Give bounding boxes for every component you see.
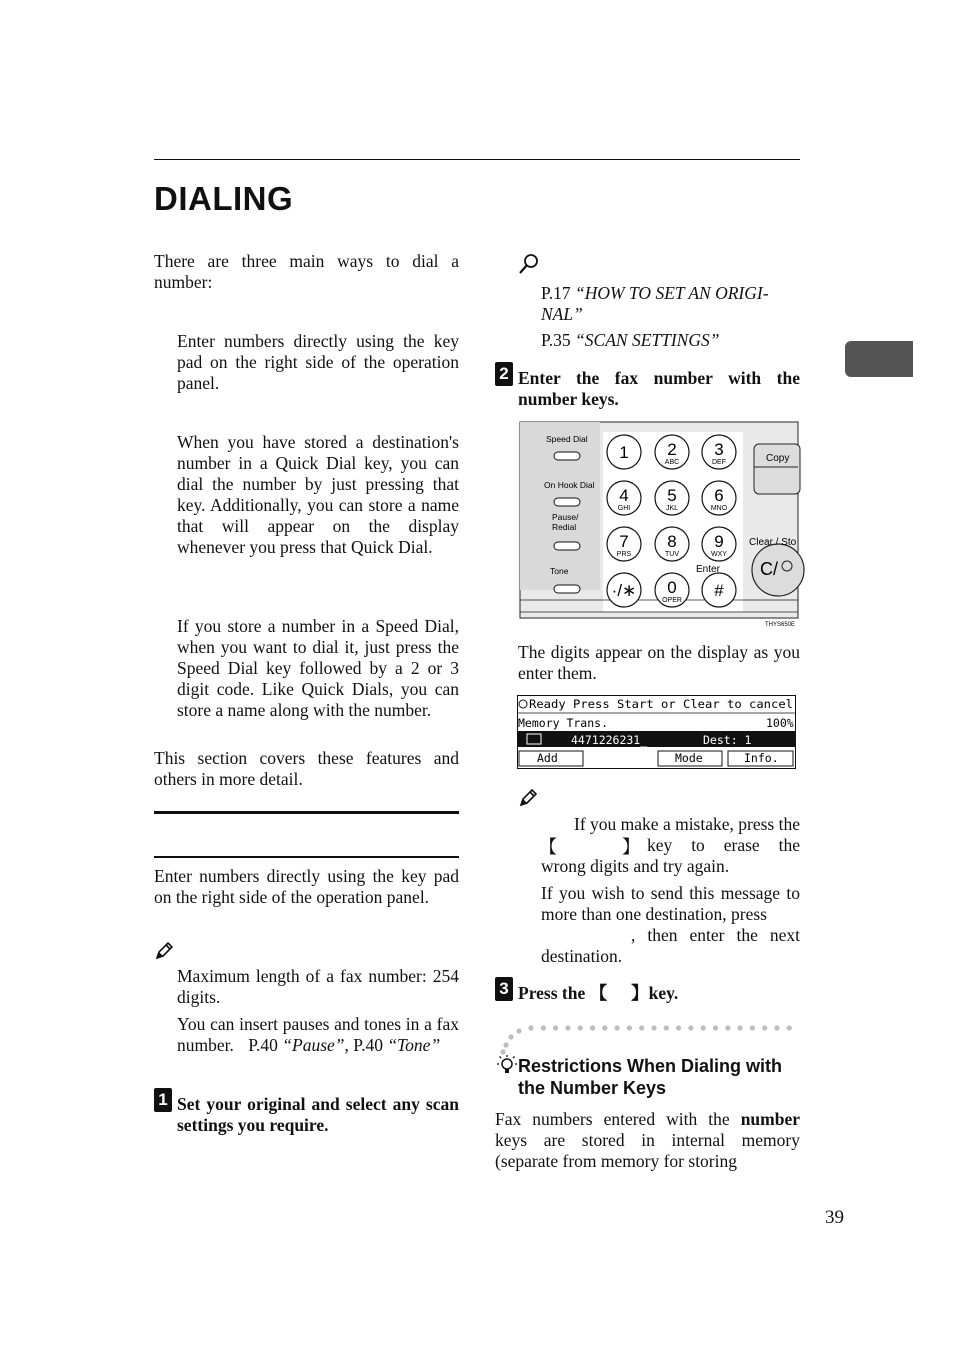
note-max-length: Maximum length of a fax number: 254 digits.: [177, 966, 459, 1007]
keypad-side-label: Tone: [550, 566, 569, 576]
lcd-dest: Dest: 1: [703, 733, 752, 747]
section-heading-line1: Restrictions When Dialing with: [518, 1056, 783, 1076]
keypad-code: THYS650E: [765, 622, 796, 628]
divider-dot: [762, 1025, 767, 1030]
divider-dot: [750, 1025, 755, 1030]
page-number: 39: [825, 1207, 844, 1228]
ref-scan-title: “SCAN SETTINGS”: [575, 330, 720, 350]
keypad-side-label: Speed Dial: [546, 434, 588, 444]
page-title: DIALING: [154, 180, 294, 217]
method-keypad-text: Enter numbers directly using the key pad on the right side of the operation panel.: [177, 331, 459, 393]
keypad-key: [607, 527, 641, 561]
start-key-bracket-right: 】: [631, 983, 649, 1003]
lcd-add-button: Add: [537, 751, 558, 765]
keypad-key-letters: WXY: [711, 551, 727, 558]
note-multi-dest-a: If you wish to send this message to more than one destination, press: [541, 883, 800, 924]
keypad-key-letters: GHI: [617, 505, 631, 512]
dotted-divider: [497, 1020, 801, 1054]
keypad-key: [607, 435, 641, 469]
ref-tone-title[interactable]: “Tone”: [387, 1035, 441, 1055]
note-pencil-icon: [154, 941, 174, 961]
ref-original-page: P.17: [541, 283, 576, 303]
lcd-mode-button: Mode: [675, 751, 703, 765]
step-2-badge: 2: [495, 362, 513, 386]
divider-dot: [676, 1025, 681, 1030]
restrictions-text-bold: number: [740, 1109, 800, 1129]
keypad-key-digit: 8: [667, 532, 677, 551]
note-pencil-icon: [518, 788, 538, 808]
keypad-clear-label: Clear / Sto: [749, 537, 797, 548]
divider-dot: [701, 1025, 706, 1030]
ref-scan-settings[interactable]: [541, 330, 800, 351]
keypad-side-button: [554, 542, 580, 550]
divider-dot: [508, 1034, 513, 1039]
step-3-badge: 3: [495, 977, 513, 1001]
keypad-side-button: [554, 452, 580, 460]
keypad-key: [702, 435, 736, 469]
keypad-side-label: Redial: [552, 522, 577, 532]
note-mistake-line1: If you make a mistake, press the: [574, 814, 800, 834]
keypad-enter-label: Enter: [696, 564, 720, 575]
tip-lightbulb-icon: [496, 1054, 518, 1076]
divider-dot: [664, 1025, 669, 1030]
keypad-key-digit: 9: [714, 532, 724, 551]
keypad-key: [702, 527, 736, 561]
divider-dot: [578, 1025, 583, 1030]
ref-scan-page: P.35: [541, 330, 576, 350]
method-quick-dial-text: When you have stored a destination's number in a Quick Dial key, you can dial the number by just pressing that key. Additionally, you can store a name that will appear on the display whenever you press that Quick Dial.: [177, 432, 459, 557]
keypad-key-digit: 5: [667, 486, 677, 505]
note-mistake-rest: key to erase the wrong digits and try again.: [541, 835, 800, 876]
ref-original-title: “HOW TO SET AN ORIGINAL”: [541, 283, 769, 324]
restrictions-text-a: Fax numbers entered with the: [495, 1109, 741, 1129]
keypad-key-letters: TUV: [665, 551, 679, 558]
after-keypad-text: The digits appear on the display as you enter them.: [518, 642, 800, 683]
keypad-key-digit: ·/∗: [611, 581, 637, 600]
section-text: Enter numbers directly using the key pad on the right side of the operation panel.: [154, 866, 459, 907]
restrictions-text: [495, 1109, 800, 1172]
reference-magnifier-icon: [518, 253, 540, 275]
keypad-key: [702, 573, 736, 607]
divider-dot: [688, 1025, 693, 1030]
divider-dot: [565, 1025, 570, 1030]
step-1-badge: 1: [154, 1088, 172, 1112]
keypad-key-letters: MNO: [710, 505, 728, 512]
divider-dot: [774, 1025, 779, 1030]
keypad-key-digit: 1: [619, 443, 629, 462]
step-1-text: Set your original and select any scan settings you require.: [177, 1094, 459, 1135]
keypad-key: [702, 481, 736, 515]
divider-dot: [738, 1025, 743, 1030]
keypad-copy-label: Copy: [766, 453, 790, 464]
lcd-line2-right: 100%: [766, 716, 794, 730]
divider-dot: [528, 1025, 533, 1030]
keypad-key: [655, 527, 689, 561]
keypad-key-digit: 2: [667, 440, 677, 459]
svg-text:C/: C/: [760, 559, 778, 579]
method-speed-dial-text: If you store a number in a Speed Dial, when you want to dial it, just press the Speed Dial key followed by a 2 or 3 digit code. Like Quick Dials, you can store a name along with the number.: [177, 616, 459, 720]
keypad-key-letters: OPER: [662, 597, 682, 604]
ref-pause-title[interactable]: “Pause”: [282, 1035, 345, 1055]
divider-dot: [639, 1025, 644, 1030]
lcd-line1: Ready Press Start or Clear to cancel: [529, 697, 793, 711]
ref-tone-page[interactable]: , P.40: [344, 1035, 383, 1055]
keypad-key-digit: 6: [714, 486, 724, 505]
lcd-line2-left: Memory Trans.: [518, 716, 609, 730]
step-3-text: [518, 983, 678, 1004]
keypad-side-label: Pause/: [552, 512, 579, 522]
step-3-key: key.: [648, 983, 679, 1003]
lcd-display: [517, 695, 796, 769]
keypad-key-letters: DEF: [712, 459, 726, 466]
outro-text: This section covers these features and others in more detail.: [154, 748, 459, 789]
start-key-bracket-left: 【: [589, 983, 608, 1003]
note-pauses-tones-text: You can insert pauses and tones in a fax number.: [177, 1014, 459, 1055]
keypad-key: [607, 481, 641, 515]
keypad-key: [655, 481, 689, 515]
divider-dot: [615, 1025, 620, 1030]
clear-key-bracket-left: 【: [539, 837, 557, 857]
keypad-key-letters: JKL: [665, 505, 679, 512]
divider-dot: [651, 1025, 656, 1030]
divider-dot: [602, 1025, 607, 1030]
divider-dot: [516, 1028, 521, 1033]
divider-dot: [590, 1025, 595, 1030]
note-pauses-tones: [177, 1014, 459, 1056]
keypad-key: [655, 573, 689, 607]
section-rule-thick: [154, 811, 459, 814]
step-3-press: Press the: [518, 983, 586, 1003]
section-rule-thin: [154, 856, 459, 858]
divider-dot: [725, 1025, 730, 1030]
keypad-side-button: [554, 498, 580, 506]
lcd-info-button: Info.: [744, 751, 779, 765]
chapter-tab: [845, 341, 913, 377]
divider-dot: [541, 1025, 546, 1030]
keypad-side-button: [554, 585, 580, 593]
keypad-key-digit: 3: [714, 440, 724, 459]
ref-pause-page[interactable]: P.40: [248, 1035, 283, 1055]
lcd-number: 4471226231_: [571, 733, 648, 747]
divider-dot: [627, 1025, 632, 1030]
header-rule: [154, 159, 800, 160]
keypad-key-letters: ABC: [664, 459, 680, 466]
lcd-display-graphic: [517, 695, 796, 769]
note-multi-dest-b: , then enter the next destination.: [541, 925, 800, 966]
divider-dot: [503, 1042, 508, 1047]
keypad-key: [607, 573, 641, 607]
restrictions-text-b: keys are stored in internal memory (separate from memory for storing: [495, 1130, 800, 1171]
keypad-side-label: On Hook Dial: [544, 480, 595, 490]
keypad-key-digit: 0: [667, 578, 677, 597]
divider-dot: [553, 1025, 558, 1030]
keypad-key-digit: 7: [619, 532, 629, 551]
clear-key-bracket-right: 】: [622, 837, 640, 857]
keypad-key: [655, 435, 689, 469]
section-heading-restrictions: [518, 1055, 782, 1099]
ref-original[interactable]: [541, 283, 800, 325]
keypad-key-digit: #: [714, 581, 724, 600]
keypad-key-digit: 4: [619, 486, 629, 505]
keypad-illustration: [520, 422, 798, 628]
intro-text: There are three main ways to dial a number:: [154, 251, 459, 292]
step-2-text: Enter the fax number with the number keys.: [518, 368, 800, 409]
divider-dot: [787, 1025, 792, 1030]
section-heading-line2: the Number Keys: [518, 1078, 667, 1098]
divider-dot: [713, 1025, 718, 1030]
keypad-key-letters: PRS: [616, 551, 632, 558]
